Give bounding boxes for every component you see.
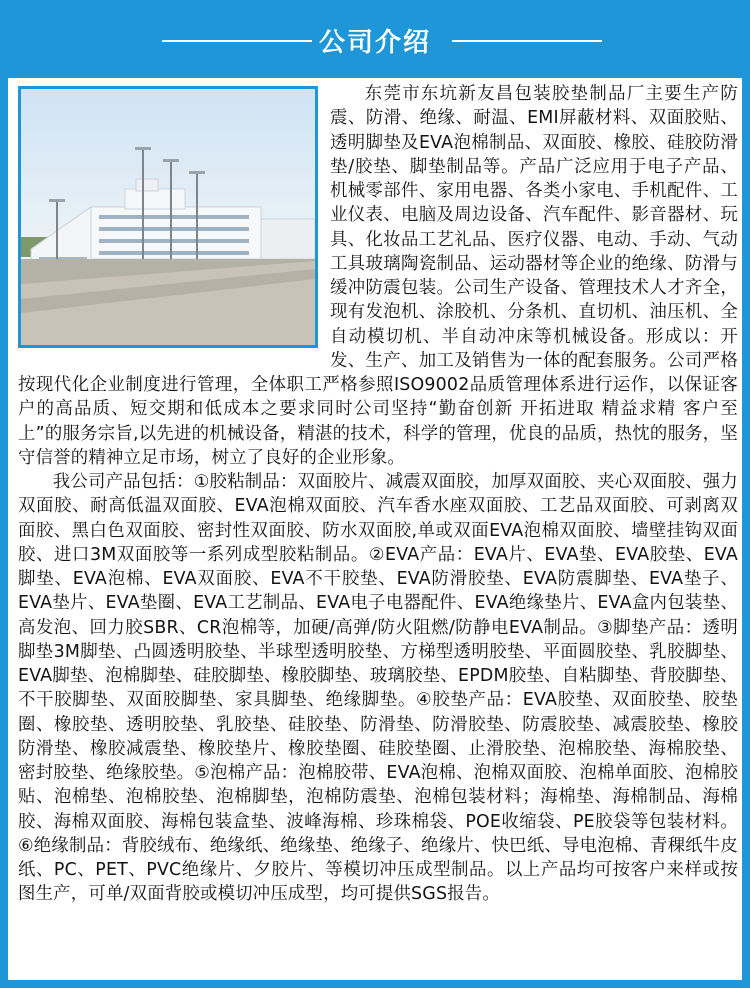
header-bar: [0, 0, 750, 76]
products-paragraph: 我公司产品包括：①胶粘制品：双面胶片、减震双面胶，加厚双面胶、夹心双面胶、强力双面胶、耐高低温双面胶、EVA泡棉双面胶、汽车香水座双面胶、工艺品双面胶、可剥离双面胶、黑白色双面胶、密封性双面胶、防水双面胶,单或双面EVA泡棉双面胶、墙壁挂钩双面胶、进口3M双面胶等一系列成型胶粘制品。②EVA产品：EVA片、EVA垫、EVA胶垫、EVA脚垫、EVA泡棉、EVA双面胶、EVA不干胶垫、EVA防滑胶垫、EVA防震脚垫、EVA垫子、EVA垫片、EVA垫圈、EVA工艺制品、EVA电子电器配件、EVA绝缘垫片、EVA盒内包装垫、高发泡、回力胶SBR、CR泡棉等，加硬/高弹/防火阻燃/防静电EVA制品。③脚垫产品：透明脚垫3M脚垫、凸圆透明胶垫、半球型透明胶垫、方梯型透明胶垫、平面圆胶垫、乳胶脚垫、EVA脚垫、泡棉脚垫、硅胶脚垫、橡胶脚垫、玻璃胶垫、EPDM胶垫、自粘脚垫、背胶脚垫、不干胶脚垫、双面胶脚垫、家具脚垫、绝缘脚垫。④胶垫产品：EVA胶垫、双面胶垫、胶垫圈、橡胶垫、透明胶垫、乳胶垫、硅胶垫、防滑垫、防滑胶垫、防震胶垫、减震胶垫、橡胶防滑垫、橡胶减震垫、橡胶垫片、橡胶垫圈、硅胶垫圈、止滑胶垫、泡棉胶垫、海棉胶垫、密封胶垫、绝缘胶垫。⑤泡棉产品：泡棉胶带、EVA泡棉、泡棉双面胶、泡棉单面胶、泡棉胶贴、泡棉垫、泡棉胶垫、泡棉脚垫，泡棉防震垫、泡棉包装材料；海棉垫、海棉制品、海棉胶、海棉双面胶、海棉包装盒垫、波峰海棉、珍珠棉袋、POE收缩袋、PE胶袋等包装材料。⑥绝缘制品：背胶绒布、绝缘纸、绝缘垫、绝缘子、绝缘片、快巴纸、导电泡棉、青稞纸牛皮纸、PC、PET、PVC绝缘片、夕胶片、等模切冲压成型制品。以上产品均可按客户来样或按图生产，可单/双面背胶或模切冲压成型，均可提供SGS报告。: [18, 472, 738, 905]
company-introduction-text: [18, 82, 738, 907]
photo-spacer: [18, 82, 324, 354]
header-divider-right: [452, 40, 602, 42]
content-panel: [8, 78, 742, 980]
page-title: 公司介绍: [318, 28, 431, 58]
intro-paragraph: 东莞市东坑新友昌包装胶垫制品厂主要生产防震、防滑、绝缘、耐温、EMI屏蔽材料、双面胶贴、透明脚垫及EVA泡棉制品、双面胶、橡胶、硅胶防滑垫/胶垫、脚垫制品等。产品广泛应用于电子产品、机械零部件、家用电器、各类小家电、手机配件、工业仪表、电脑及周边设备、汽车配件、影音器材、玩具、化妆品工艺礼品、医疗仪器、电动、手动、气动工具玻璃陶瓷制品、运动器材等企业的绝缘、防滑与缓冲防震包装。公司生产设备、管理技术人才齐全，现有发泡机、涂胶机、分条机、直切机、油压机、全自动模切机、半自动冲床等机械设备。形成以：开发、生产、加工及销售为一体的配套服务。公司严格按现代化企业制度进行管理，全体职工严格参照ISO9002品质管理体系进行运作，以保证客户的高品质、短交期和低成本之要求同时公司坚持“勤奋创新 开拓进取 精益求精 客户至上”的服务宗旨,以先进的机械设备，精湛的技术，科学的管理，优良的品质，热忱的服务，坚守信誉的精神立足市场，树立了良好的企业形象。: [18, 84, 738, 468]
